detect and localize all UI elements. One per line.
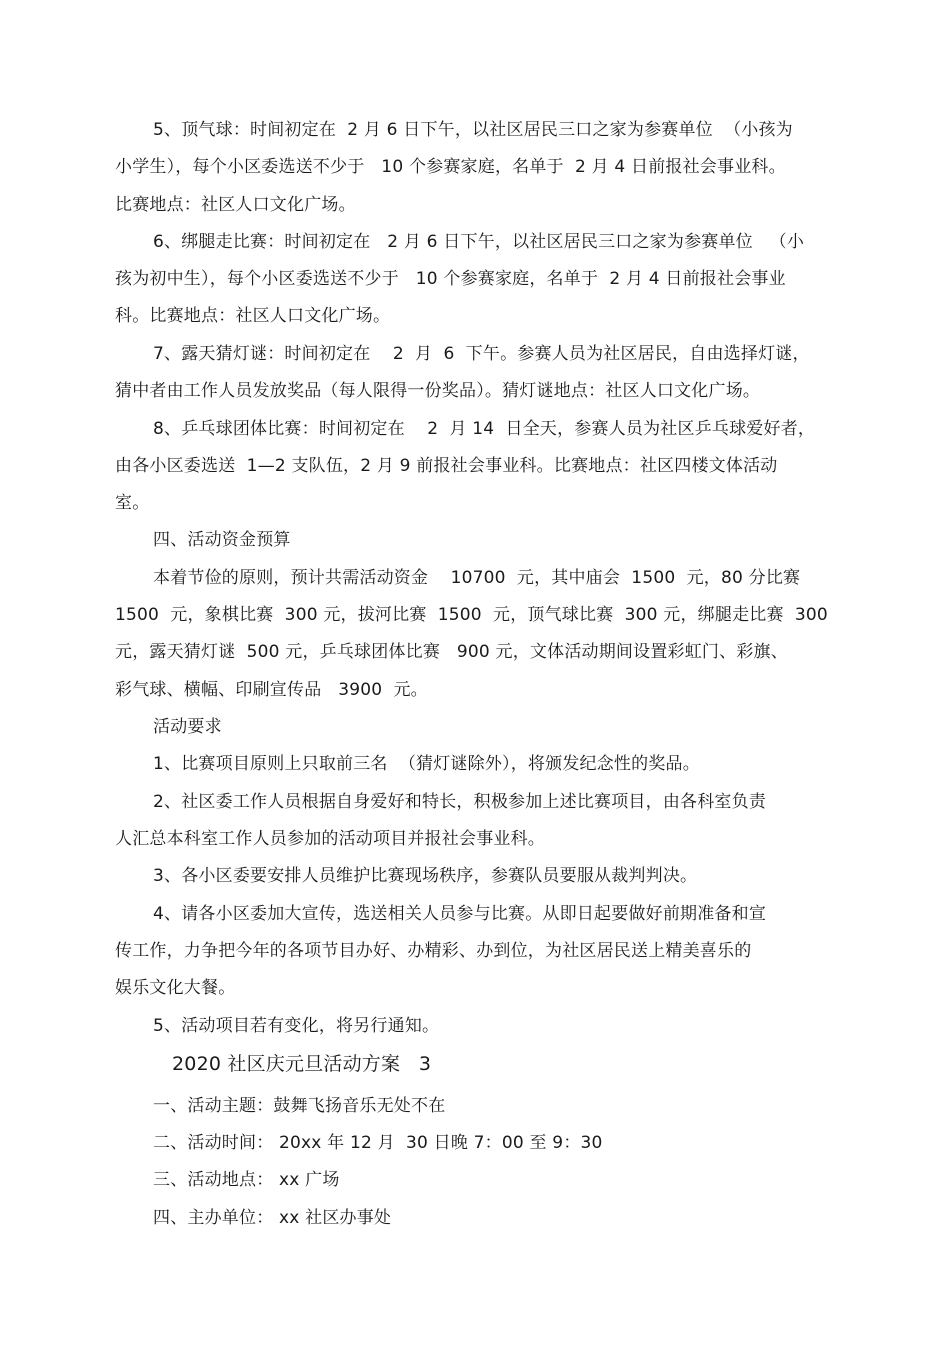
requirement-5: 5、活动项目若有变化，将另行通知。: [153, 1016, 440, 1036]
budget-line-3: 元，露天猜灯谜 500 元，乒乓球团体比赛 900 元，文体活动期间设置彩虹门、彩旗、: [115, 642, 788, 662]
requirement-2-line-1: 2、社区委工作人员根据自身爱好和特长，积极参加上述比赛项目，由各科室负责: [153, 792, 767, 812]
budget-line-1: 本着节俭的原则，预计共需活动资金 10700 元，其中庙会 1500 元，80 分比赛: [153, 568, 801, 588]
para-6-line-1: 6、绑腿走比赛：时间初定在 2 月 6 日下午，以社区居民三口之家为参赛单位 （小: [153, 232, 805, 252]
requirement-4-line-1: 4、请各小区委加大宣传，选送相关人员参与比赛。从即日起要做好前期准备和宣: [153, 904, 767, 924]
budget-line-4: 彩气球、横幅、印刷宣传品 3900 元。: [115, 680, 428, 700]
para-8-line-1: 8、乒乓球团体比赛：时间初定在 2 月 14 日全天，参赛人员为社区乒乓球爱好者，: [153, 419, 816, 439]
requirement-2-line-2: 人汇总本科室工作人员参加的活动项目并报社会事业科。: [115, 829, 545, 849]
para-6-line-3: 科。比赛地点：社区人口文化广场。: [115, 306, 391, 326]
para-8-line-2: 由各小区委选送 1—2 支队伍，2 月 9 前报社会事业科。比赛地点：社区四楼文体活动: [115, 456, 778, 476]
requirement-4-line-3: 娱乐文化大餐。: [115, 978, 236, 998]
section-heading-requirements: 活动要求: [153, 717, 222, 737]
para-5-line-3: 比赛地点：社区人口文化广场。: [115, 195, 356, 215]
plan-title: 2020 社区庆元旦活动方案 3: [172, 1053, 432, 1075]
section-heading-budget: 四、活动资金预算: [153, 530, 291, 550]
requirement-3: 3、各小区委要安排人员维护比赛现场秩序，参赛队员要服从裁判判决。: [153, 866, 698, 886]
activity-location: 三、活动地点： xx 广场: [153, 1170, 340, 1190]
para-5-line-1: 5、顶气球：时间初定在 2 月 6 日下午，以社区居民三口之家为参赛单位 （小孩为: [153, 120, 793, 140]
para-5-line-2: 小学生），每个小区委选送不少于 10 个参赛家庭，名单于 2 月 4 日前报社会事业科。: [115, 157, 786, 177]
para-7-line-1: 7、露天猜灯谜：时间初定在 2 月 6 下午。参赛人员为社区居民，自由选择灯谜，: [153, 344, 810, 364]
activity-time: 二、活动时间： 20xx 年 12 月 30 日晚 7：00 至 9：30: [153, 1133, 603, 1153]
activity-theme: 一、活动主题：鼓舞飞扬音乐无处不在: [153, 1096, 446, 1116]
requirement-4-line-2: 传工作，力争把今年的各项节目办好、办精彩、办到位，为社区居民送上精美喜乐的: [115, 941, 752, 961]
budget-line-2: 1500 元，象棋比赛 300 元，拔河比赛 1500 元，顶气球比赛 300 元，绑腿走比赛 300: [115, 605, 828, 625]
requirement-1: 1、比赛项目原则上只取前三名 （猜灯谜除外），将颁发纪念性的奖品。: [153, 754, 700, 774]
para-6-line-2: 孩为初中生），每个小区委选送不少于 10 个参赛家庭，名单于 2 月 4 日前报社会事业: [115, 269, 786, 289]
para-8-line-3: 室。: [115, 493, 150, 513]
activity-host: 四、主办单位： xx 社区办事处: [153, 1208, 392, 1228]
para-7-line-2: 猜中者由工作人员发放奖品（每人限得一份奖品）。猜灯谜地点：社区人口文化广场。: [115, 381, 761, 401]
